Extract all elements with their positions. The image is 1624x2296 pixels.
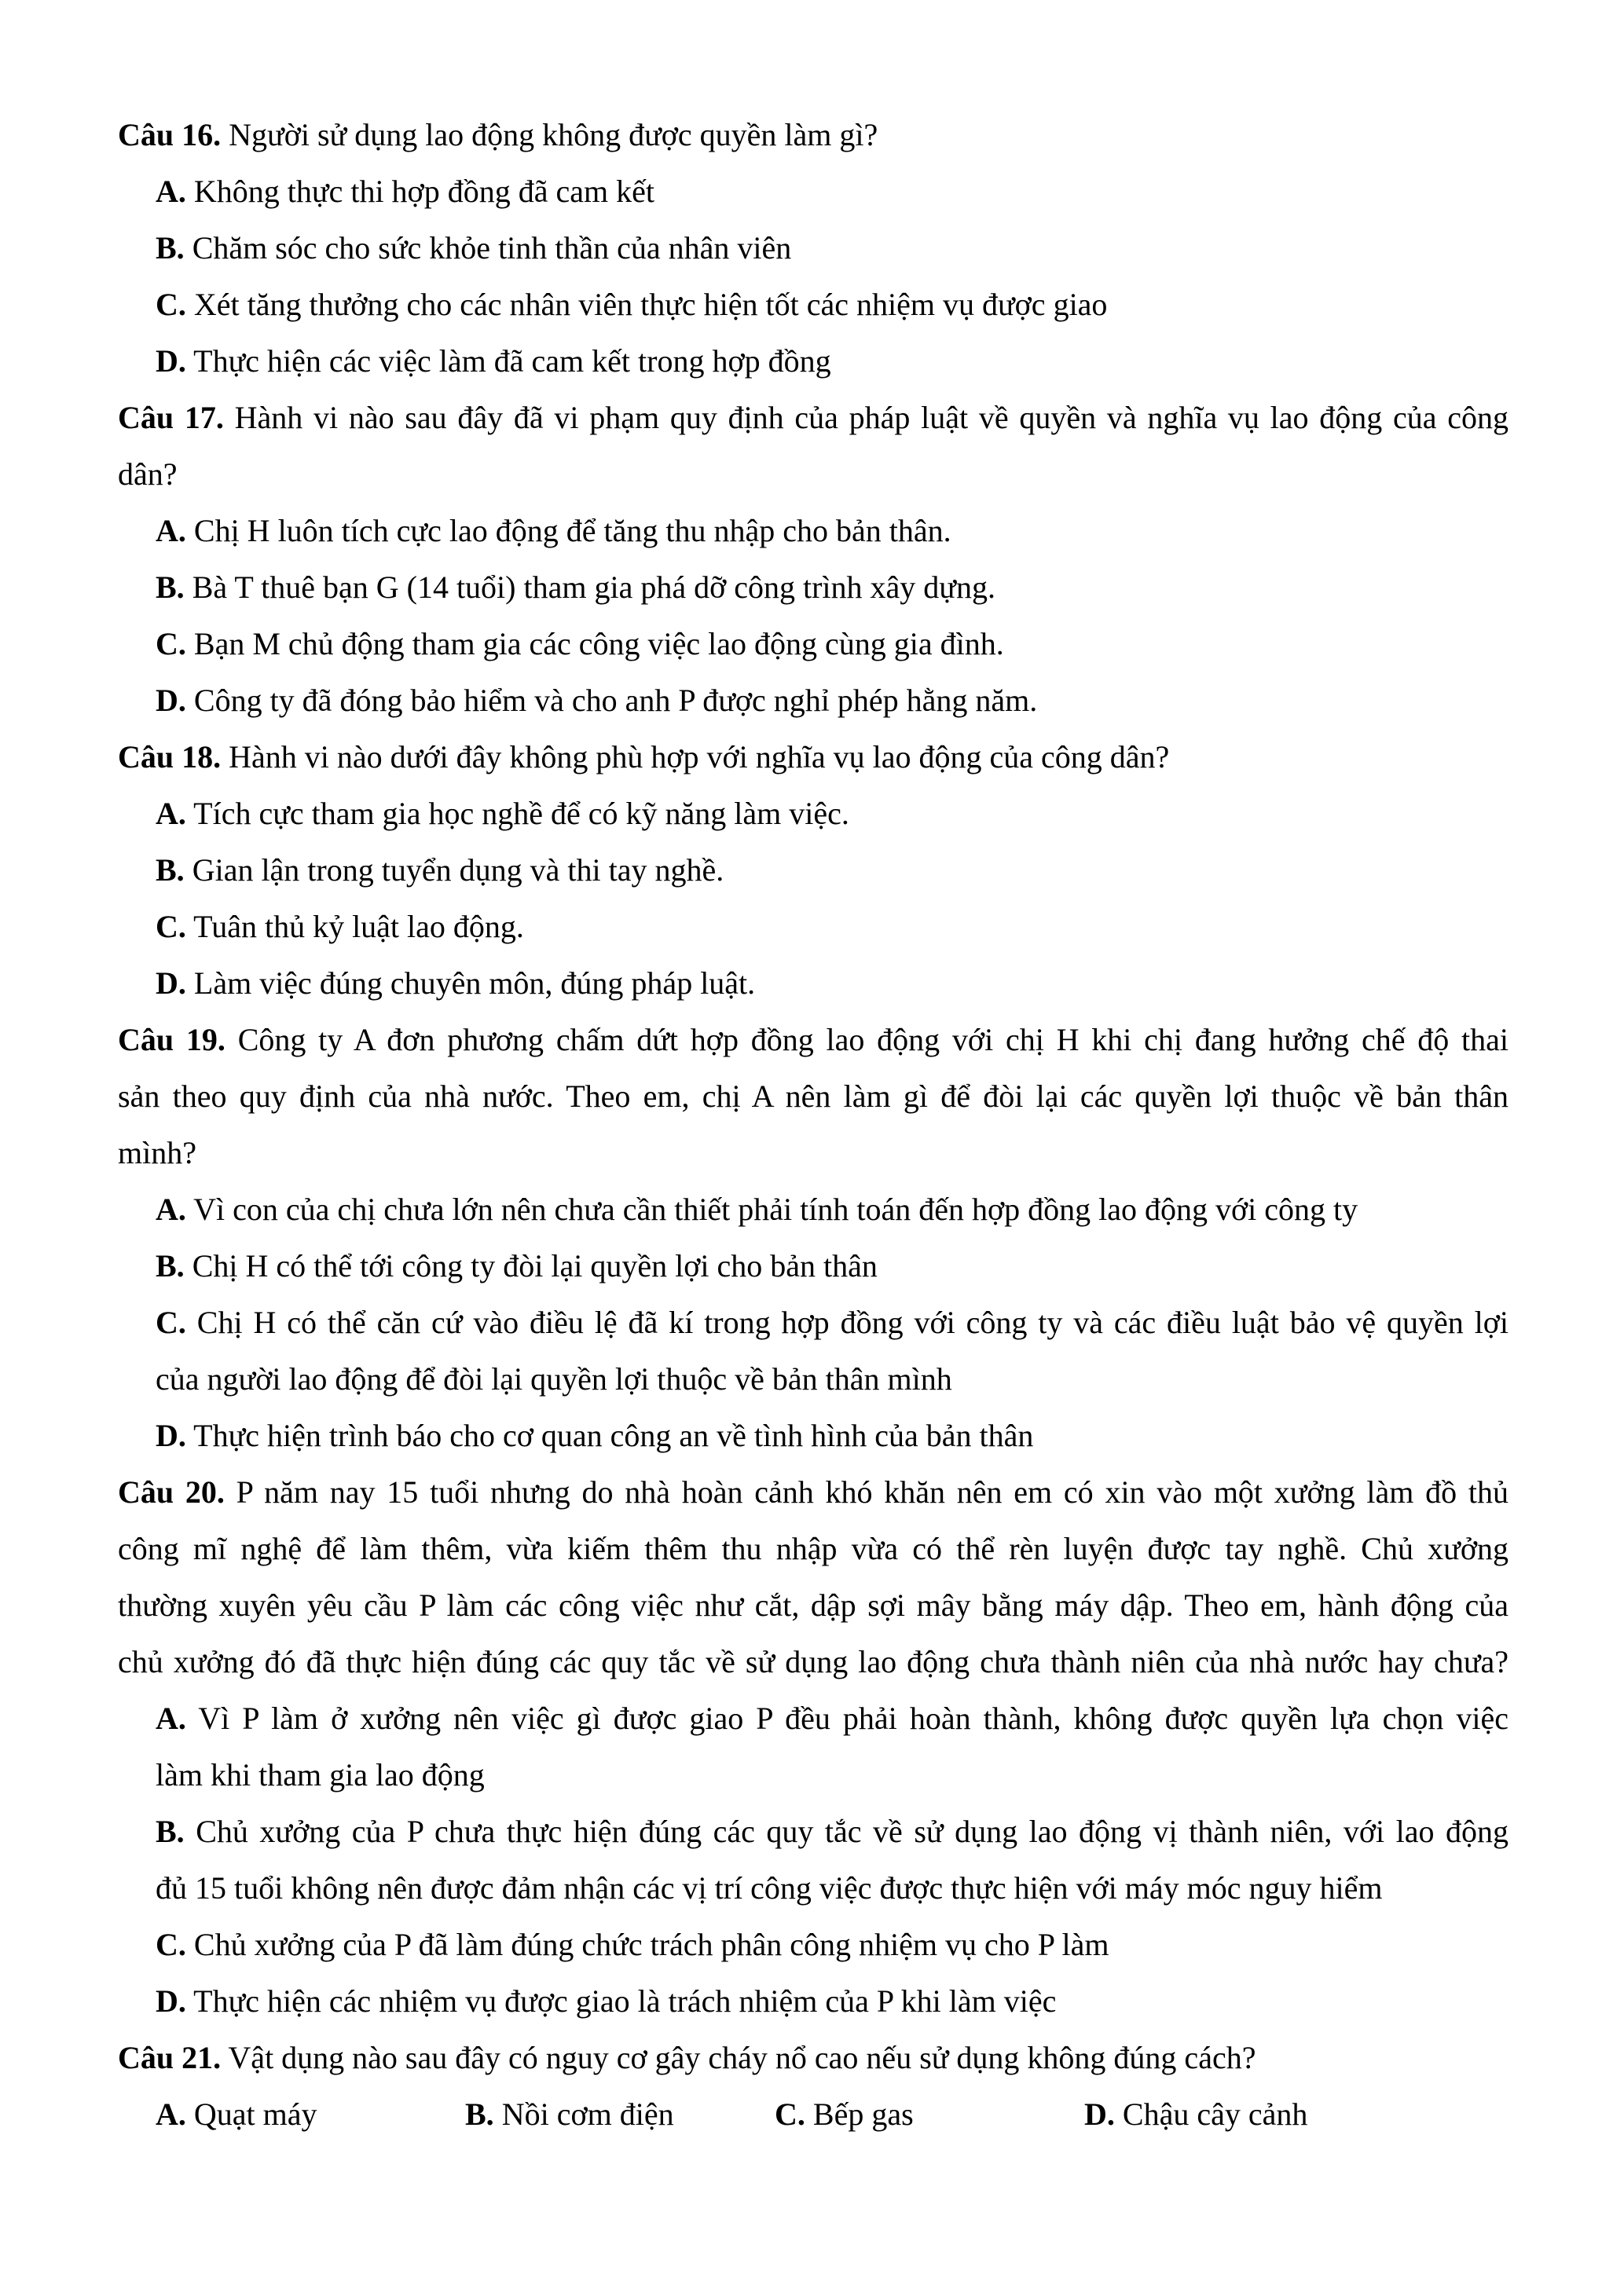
question-text-line-1: Hành vi nào sau đây đã vi phạm quy định của pháp luật về quyền và nghĩa vụ lao động của công <box>234 400 1509 435</box>
option-text: Công ty đã đóng bảo hiểm và cho anh P được nghỉ phép hằng năm. <box>193 683 1038 718</box>
option-label: B. <box>156 569 185 605</box>
option-b <box>156 1813 1509 1851</box>
question-label: Câu 20. <box>118 1474 225 1510</box>
question-text-line-3: mình? <box>118 1135 196 1170</box>
option-label: C. <box>156 1305 186 1340</box>
option-b <box>156 851 724 889</box>
option-b-line-2 <box>156 1869 1382 1907</box>
option-text: Xét tăng thưởng cho các nhân viên thực hiện tốt các nhiệm vụ được giao <box>193 287 1108 322</box>
option-a <box>156 795 849 833</box>
question-18 <box>118 738 1169 776</box>
question-17-line-2 <box>118 456 178 493</box>
option-label: B. <box>465 2096 494 2132</box>
option-a <box>156 1191 1358 1229</box>
option-text: Không thực thi hợp đồng đã cam kết <box>193 174 654 209</box>
question-21 <box>118 2039 1256 2077</box>
option-label: A. <box>156 1192 186 1227</box>
question-label: Câu 18. <box>118 739 222 774</box>
question-20-line-3 <box>118 1587 1509 1624</box>
option-text: Thực hiện các nhiệm vụ được giao là trách nhiệm của P khi làm việc <box>193 1983 1057 2019</box>
option-label: C. <box>156 909 186 944</box>
option-label: D. <box>156 683 186 718</box>
option-a <box>156 1700 1509 1738</box>
option-text: Chủ xưởng của P đã làm đúng chức trách phân công nhiệm vụ cho P làm <box>193 1927 1109 1962</box>
option-label: B. <box>156 1814 185 1849</box>
question-label: Câu 16. <box>118 117 222 152</box>
option-a <box>156 512 951 550</box>
option-d <box>1084 2096 1307 2133</box>
option-label: A. <box>156 513 186 548</box>
option-text: Chị H có thể tới công ty đòi lại quyền lợi cho bản thân <box>192 1248 878 1283</box>
option-d <box>156 682 1037 720</box>
question-label: Câu 19. <box>118 1022 225 1057</box>
option-text: Vì con của chị chưa lớn nên chưa cần thiết phải tính toán đến hợp đồng lao động với công ty <box>193 1192 1358 1227</box>
option-text-line-2: đủ 15 tuổi không nên được đảm nhận các vị trí công việc được thực hiện với máy móc nguy hiểm <box>156 1870 1383 1906</box>
option-label: A. <box>156 174 186 209</box>
question-text: Người sử dụng lao động không được quyền làm gì? <box>229 117 878 152</box>
option-text: Gian lận trong tuyển dụng và thi tay nghề. <box>192 852 724 888</box>
option-b <box>156 569 995 606</box>
option-text: Làm việc đúng chuyên môn, đúng pháp luật. <box>193 965 756 1001</box>
question-label: Câu 21. <box>118 2040 222 2075</box>
option-text: Nồi cơm điện <box>501 2096 674 2132</box>
option-label: D. <box>156 965 186 1001</box>
option-label: A. <box>156 2096 186 2132</box>
question-20-line-4 <box>118 1643 1509 1681</box>
option-c <box>775 2096 914 2133</box>
question-19 <box>118 1021 1509 1059</box>
question-20-line-2 <box>118 1530 1509 1568</box>
option-b <box>156 229 791 267</box>
question-16 <box>118 116 878 154</box>
option-d <box>156 965 755 1002</box>
option-text: Bạn M chủ động tham gia các công việc lao động cùng gia đình. <box>193 626 1004 661</box>
option-label: D. <box>156 1983 186 2019</box>
option-b <box>465 2096 674 2133</box>
question-text-line-1: Công ty A đơn phương chấm dứt hợp đồng lao động với chị H khi chị đang hưởng chế độ thai <box>237 1022 1509 1057</box>
option-text: Tích cực tham gia học nghề để có kỹ năng làm việc. <box>193 796 849 831</box>
option-label: C. <box>156 287 186 322</box>
option-d <box>156 342 831 380</box>
option-label: B. <box>156 852 185 888</box>
question-text: Vật dụng nào sau đây có nguy cơ gây cháy nổ cao nếu sử dụng không đúng cách? <box>228 2040 1256 2075</box>
option-a <box>156 2096 317 2133</box>
option-label: C. <box>156 1927 186 1962</box>
question-17 <box>118 399 1509 437</box>
question-label: Câu 17. <box>118 400 224 435</box>
question-19-line-3 <box>118 1134 196 1172</box>
option-text: Quạt máy <box>193 2096 317 2132</box>
option-text-line-1: Vì P làm ở xưởng nên việc gì được giao P đều phải hoàn thành, không được quyền lựa chọn việc <box>198 1701 1509 1736</box>
option-label: A. <box>156 796 186 831</box>
option-text: Chậu cây cảnh <box>1122 2096 1308 2132</box>
option-label: C. <box>156 626 186 661</box>
option-text: Thực hiện các việc làm đã cam kết trong hợp đồng <box>193 343 831 379</box>
option-text: Chăm sóc cho sức khỏe tinh thần của nhân viên <box>192 230 792 265</box>
option-text-line-2: làm khi tham gia lao động <box>156 1757 485 1792</box>
option-label: B. <box>156 1248 185 1283</box>
option-d <box>156 1983 1056 2020</box>
option-c <box>156 625 1004 663</box>
option-text: Chị H luôn tích cực lao động để tăng thu nhập cho bản thân. <box>193 513 951 548</box>
option-c <box>156 1926 1109 1964</box>
option-label: D. <box>1084 2096 1115 2132</box>
option-label: D. <box>156 343 186 379</box>
question-20 <box>118 1474 1509 1511</box>
option-label: C. <box>775 2096 805 2132</box>
question-text: Hành vi nào dưới đây không phù hợp với nghĩa vụ lao động của công dân? <box>229 739 1170 774</box>
option-c <box>156 1304 1509 1342</box>
option-c <box>156 286 1107 324</box>
option-c-line-2 <box>156 1360 952 1398</box>
option-text: Tuân thủ kỷ luật lao động. <box>193 909 524 944</box>
option-text-line-1: Chủ xưởng của P chưa thực hiện đúng các quy tắc về sử dụng lao động vị thành niên, với lao động <box>196 1814 1509 1849</box>
option-c <box>156 908 524 946</box>
question-text-line-2: dân? <box>118 456 178 492</box>
option-text-line-1: Chị H có thể căn cứ vào điều lệ đã kí trong hợp đồng với công ty và các điều luật bảo vệ quyền lợi <box>196 1305 1509 1340</box>
option-a <box>156 173 654 211</box>
option-b <box>156 1247 878 1285</box>
option-d <box>156 1417 1033 1455</box>
option-label: B. <box>156 230 185 265</box>
option-label: D. <box>156 1418 186 1453</box>
question-text-line-2: sản theo quy định của nhà nước. Theo em, chị A nên làm gì để đòi lại các quyền lợi thuộc về bản thân <box>118 1078 1509 1114</box>
question-19-line-2 <box>118 1078 1509 1115</box>
option-text: Bà T thuê bạn G (14 tuổi) tham gia phá dỡ công trình xây dựng. <box>192 569 995 605</box>
question-text-line-2: công mĩ nghệ để làm thêm, vừa kiếm thêm thu nhập vừa có thể rèn luyện được tay nghề. Chủ xưởng <box>118 1531 1509 1566</box>
question-text-line-1: P năm nay 15 tuổi nhưng do nhà hoàn cảnh khó khăn nên em có xin vào một xưởng làm đồ thủ <box>236 1474 1509 1510</box>
question-text-line-3: thường xuyên yêu cầu P làm các công việc như cắt, dập sợi mây bằng máy dập. Theo em, hành động của <box>118 1587 1509 1623</box>
option-text: Bếp gas <box>812 2096 914 2132</box>
option-label: A. <box>156 1701 186 1736</box>
question-text-line-4: chủ xưởng đó đã thực hiện đúng các quy tắc về sử dụng lao động chưa thành niên của nhà nước hay chưa? <box>118 1644 1509 1679</box>
option-a-line-2 <box>156 1756 485 1794</box>
option-text: Thực hiện trình báo cho cơ quan công an về tình hình của bản thân <box>193 1418 1034 1453</box>
option-text-line-2: của người lao động để đòi lại quyền lợi thuộc về bản thân mình <box>156 1361 952 1397</box>
